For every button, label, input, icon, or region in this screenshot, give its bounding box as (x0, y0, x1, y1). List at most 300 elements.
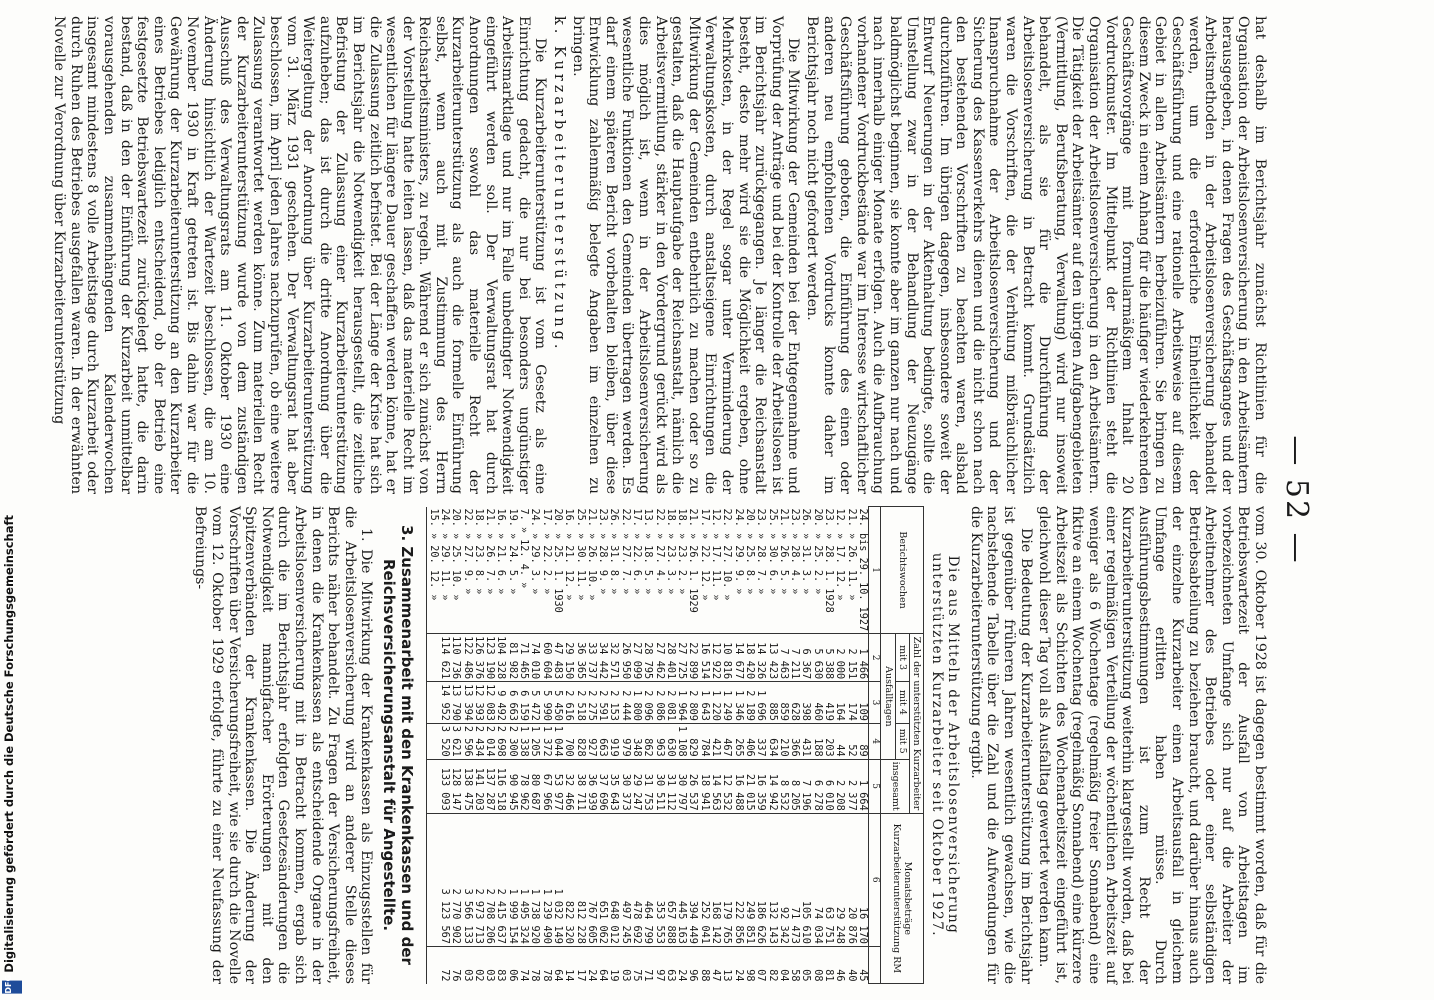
table-cell: 05 (800, 946, 811, 983)
table-cell: 252 041 (698, 813, 709, 946)
table-cell: 32 571 (608, 634, 619, 682)
table-cell: 1 249 (721, 682, 732, 724)
column-number: 1 (868, 507, 880, 634)
table-cell: 109 (857, 682, 869, 724)
table-cell: 105 610 (800, 813, 811, 946)
table-row (834, 507, 845, 984)
table-cell: 44 (834, 723, 845, 759)
table-cell: 700 (563, 723, 574, 759)
header-insgesamt: insgesamt (881, 759, 910, 813)
table-cell: 24. » 29. 9. » (732, 508, 744, 595)
header-monatsbetraege: Monatsbeträge Kurzarbeiterunterstützung RM (881, 813, 924, 983)
paragraph: vom 30. Oktober 1928 ist dagegen bestimmt worden, daß für die Betriebswartezeit der Ausfall von Arbeitstagen im vorbezeichneten Umfange sich nur auf die Arbeiter der Arbeitnehmer des Betriebes oder einer selbständigen Betriebsabteilung zu beziehen braucht, und darüber hinaus auch der einzelne Kurzarbeiter einen Arbeitsausfall in gleichem Umfange erlitten haben müsse. Durch Ausführungsbestimmungen ist zum Recht der Kurzarbeiterunterstützung weiterhin klargestellt worden, daß bei einer regelmäßigen Verteilung der wöchentlichen Arbeitszeit auf weniger als 6 Wochentage (regelmäßig freier Sonnabend) eine fiktive an einem Wochentag (regelmäßig Sonnabend) eine kürzere Arbeitszeit als Schichten des Wochenarbeitszeit eingeführt ist, gleichwohl dieser Tag voll als Ausfalltag gewertet werden kann. (1036, 506, 1268, 984)
table-cell: 2 444 (619, 682, 630, 724)
table-cell: 927 (586, 723, 597, 759)
table-row (506, 507, 517, 984)
table-cell: 71 465 (518, 634, 529, 682)
table-cell: 71 473 (789, 813, 800, 946)
header-berichtswochen: Berichtswochen (881, 507, 924, 634)
table-cell: 6 663 (506, 682, 517, 724)
table-cell: 13. » 18. 5. » (642, 508, 654, 595)
table-cell: 21 015 (744, 759, 755, 813)
table-cell: 628 (789, 682, 800, 724)
table-cell: 829 (687, 723, 698, 759)
header-mit-4: mit 4 (895, 682, 909, 724)
table-cell: 2 698 (495, 723, 506, 759)
table-cell: 30 797 (676, 759, 687, 813)
table-row (439, 507, 450, 984)
table-cell: 9 492 (495, 682, 506, 724)
table-cell: 2 014 (484, 723, 495, 759)
table-cell: 497 245 (619, 813, 630, 946)
table-cell: 76 (450, 946, 461, 983)
right-column (160, 506, 1268, 984)
table-cell: 2 434 (473, 723, 484, 759)
table-row (495, 507, 506, 984)
table-cell: 45 (857, 946, 869, 983)
table-cell: 3 621 (450, 723, 461, 759)
table-cell: 963 (653, 723, 664, 759)
table-row (631, 507, 642, 984)
table-cell: 16. » 21. 6. » (495, 508, 507, 595)
table-cell: 5 388 (823, 634, 834, 682)
table-row (744, 507, 755, 984)
table-cell: 12 532 (721, 759, 732, 813)
table-row (653, 507, 664, 984)
table-cell: 14 952 (439, 682, 450, 724)
table-cell: 13 394 (461, 682, 472, 724)
table-cell: 74 010 (529, 634, 540, 682)
table-cell: 24. » 29. 11. » (438, 508, 450, 601)
table-cell: 164 (834, 682, 845, 724)
table-cell: 21. » 26. 7. » (484, 508, 496, 595)
table-cell: 249 851 (744, 813, 755, 946)
table-cell: 12. » 17. 12. » (834, 508, 846, 601)
table-cell (427, 682, 439, 724)
table-cell: 885 (766, 682, 777, 724)
table-cell: 7 463 (778, 634, 789, 682)
table-cell: 38 711 (574, 759, 585, 813)
table-row (619, 507, 630, 984)
left-column (51, 16, 1268, 494)
table-cell: 7 196 (800, 759, 811, 813)
table-cell: 78 (540, 946, 551, 983)
table-cell: 17. » 22. 12. » (698, 508, 710, 601)
header-ausfalltagen: Ausfalltagen (881, 634, 895, 759)
table-cell: 18. » 23. 8. » (472, 508, 484, 595)
table-cell: 14 563 (710, 759, 721, 813)
table-cell: 35 643 (608, 759, 619, 813)
table-cell: 96 (687, 946, 698, 983)
table-cell: 64 (552, 946, 563, 983)
table-cell: 60 604 (540, 634, 551, 682)
table-row (766, 507, 777, 984)
table-cell: 18. » 23. 2. » (676, 508, 688, 595)
table-cell: 15. » 20. 12. » (427, 507, 439, 634)
table-cell: 2 300 (506, 723, 517, 759)
table-cell: 2 518 (574, 682, 585, 724)
table-cell: 2 086 (653, 682, 664, 724)
table-cell: 78 (529, 946, 540, 983)
table-cell: 2 973 713 (473, 813, 484, 946)
table-cell: 188 (811, 723, 822, 759)
table-cell: 97 (653, 946, 664, 983)
table-cell: 90 945 (506, 759, 517, 813)
table-cell: 5 990 (540, 682, 551, 724)
table-row (789, 507, 800, 984)
table-cell: 394 449 (687, 813, 698, 946)
table-cell: 58 (789, 946, 800, 983)
table-cell: 2 591 (597, 682, 608, 724)
table-row (755, 507, 766, 984)
page-number: — 52 — (1279, 435, 1314, 565)
table-cell: 467 (721, 723, 732, 759)
table-cell: 421 (710, 723, 721, 759)
table-cell (427, 723, 439, 759)
table-cell: 1 338 (518, 723, 529, 759)
table-cell: 1 738 920 (529, 813, 540, 946)
table-cell: 460 (811, 682, 822, 724)
table-cell: 398 (800, 682, 811, 724)
section-heading-3: 3. Zusammenarbeit mit den Krankenkassen und der Reichsversicherungsanstalt für Angestellte. (380, 525, 417, 965)
table-cell: 222 856 (732, 813, 743, 946)
table-cell: 20. » 25. 1. 1930 (551, 508, 563, 613)
table-cell: 53 977 (552, 759, 563, 813)
table-cell: 24. bis 29. 10. 1927 (856, 508, 868, 632)
table-cell: 203 (823, 723, 834, 759)
footer-note (2, 515, 22, 994)
column-number: 3 (868, 682, 880, 724)
table-cell: 27 099 (631, 634, 642, 682)
table-cell: 78 962 (518, 759, 529, 813)
table-cell: 74 (518, 946, 529, 983)
table-cell: 1 495 324 (518, 813, 529, 946)
table-cell: 31 753 (642, 759, 653, 813)
table-cell: 30 511 (653, 759, 664, 813)
table-cell: 46 (834, 946, 845, 983)
table-cell: 20. » 25. 8. » (743, 508, 755, 595)
column-number: 2 (868, 634, 880, 682)
table-cell (427, 946, 439, 983)
table-cell: 24. » 29. 3. » (529, 508, 541, 595)
table-cell: 133 093 (439, 759, 450, 813)
header-mit-3: mit 3 (895, 634, 909, 682)
table-cell: 13 423 (766, 634, 777, 682)
table-cell: 12 922 (710, 634, 721, 682)
table-cell: 3 123 567 (439, 813, 450, 946)
table-cell: 16 359 (755, 759, 766, 813)
table-cell: 210 (778, 723, 789, 759)
table-cell: 419 (823, 682, 834, 724)
table-cell: 33 737 (586, 634, 597, 682)
table-cell: 82 (766, 946, 777, 983)
table-cell: 6 278 (811, 759, 822, 813)
table-row (665, 507, 676, 984)
table-row (586, 507, 597, 984)
table-cell: 5 472 (529, 682, 540, 724)
table-cell: 18 420 (744, 634, 755, 682)
table-cell: 29 150 (563, 634, 574, 682)
table-cell: 34 442 (597, 634, 608, 682)
table-cell: 12. » 17. 11. » (710, 508, 722, 601)
table-cell: 29 247 (631, 759, 642, 813)
table-cell: 07 (755, 946, 766, 983)
table-row (687, 507, 698, 984)
table-cell: 26. » 31. 3. » (800, 508, 812, 595)
table-cell: 2 770 902 (450, 813, 461, 946)
table-cell: 2 809 (687, 682, 698, 724)
table-cell: 22 899 (687, 634, 698, 682)
paragraph: Die Kurzarbeiterunterstützung ist vom Gesetz als eine Einrichtung gedacht, die nur bei besonders ungünstiger Arbeitsmarktlage und nur im Falle unbedingter Notwendigkeit eingeführt werden soll. Der Verwaltungsrat hat durch Anordnungen sowohl das materielle Recht der Kurzarbeiterunterstützung als auch die formelle Einführung selbst, wenn auch mit Zustimmung des Herrn Reichsarbeitsministers, zu regeln. Während er sich zunächst von der Vorstellung hatte leiten lassen, daß das materielle Recht im wesentlichen für längere Dauer geschaffen werden könne, hat er die Zulassung zeitlich befristet. Bei der Länge der Krise hat sich im Berichtsjahr die Notwendigkeit herausgestellt, die zeitliche Befristung der Zulassung einer Kurzarbeiterunterstützung aufzuheben; das ist durch die dritte Anordnung über die Weitergeltung der Anordnung über Kurzarbeiterunterstützung vom 31. März 1931 geschehen. Der Verwaltungsrat hat aber beschlossen, im April jeden Jahres nachzuprüfen, ob eine weitere Zulassung verantwortet werden könne. Zum materiellen Recht der Kurzarbeiterunterstützung wurde von dem zuständigen Ausschuß des Verwaltungsrats am 11. Oktober 1930 eine Änderung hinsichtlich der Wartezeit beschlossen, die am 10. November 1930 in Kraft getreten ist. Bis dahin war für die Gewährung der Kurzarbeiterunterstützung an den Kurzarbeiter eines Betriebes lediglich entscheidend, ob der Betrieb eine festgesetzte Betriebswartezeit zurückgelegt hatte, die darin bestand, daß in den der Einführung der Kurzarbeit unmittelbar vorausgehenden zusammenhängenden Kalenderwochen insgesamt mindestens 8 volle Arbeitstage durch Kurzarbeit oder durch Ruhen des Betriebes ausgefallen waren. In der erwähnten Novelle zur Verordnung über Kurzarbeiterunterstützung (51, 16, 549, 494)
table-cell: 25. » 30. 6. » (766, 508, 778, 595)
table-cell: 20. » 25. 10. » (450, 508, 462, 601)
table-row (552, 507, 563, 984)
table-cell: 12 083 (484, 682, 495, 724)
table-cell: 123 190 (484, 634, 495, 682)
table-cell: 1 643 (698, 682, 709, 724)
table-row (540, 507, 551, 984)
table-cell: 32 466 (563, 759, 574, 813)
table-cell: 648 012 (608, 813, 619, 946)
table-cell: 478 692 (631, 813, 642, 946)
table-cell: 1 205 (529, 723, 540, 759)
table-cell: 22. » 27. 4. » (653, 508, 665, 595)
table-cell: 348 (631, 723, 642, 759)
table-row (518, 507, 529, 984)
table-cell: 7. » 12. 4. » (518, 508, 530, 589)
table-cell: 23. » 28. 1. 1928 (823, 508, 835, 613)
table-cell: 1 239 490 (540, 813, 551, 946)
table-cell: 28 401 (665, 634, 676, 682)
table-cell: 6 010 (823, 759, 834, 813)
table-cell: 83 (495, 946, 506, 983)
table-cell: 22. » 27. 10. » (721, 508, 733, 601)
table-cell: 2 596 (461, 723, 472, 759)
table-cell: 1 220 (710, 682, 721, 724)
header-mit-5: mit 5 (895, 723, 909, 759)
table-row (811, 507, 822, 984)
table-cell: 337 (755, 723, 766, 759)
table-cell: 784 (698, 723, 709, 759)
table-cell: 14 942 (766, 759, 777, 813)
column-number (868, 946, 880, 983)
table-cell: 27 462 (653, 634, 664, 682)
table-cell: 18. » 23. 3. » (664, 508, 676, 595)
table-row (473, 507, 484, 984)
table-cell: 1 466 (857, 634, 869, 682)
header-group: Zahl der unterstützten Kurzarbeiter (909, 634, 923, 814)
table-cell: 122 486 (461, 634, 472, 682)
table-cell: 02 (473, 946, 484, 983)
table-cell: 812 228 (574, 813, 585, 946)
table-row (574, 507, 585, 984)
table-cell: 98 (744, 946, 755, 983)
table-cell: 23. » 28. 9. » (597, 508, 609, 595)
table-row (778, 507, 789, 984)
dfg-logo: DFG (2, 981, 22, 994)
table-cell: 14 326 (755, 634, 766, 682)
table-row (676, 507, 687, 984)
table-cell: 10 816 (721, 634, 732, 682)
table-cell: 17. » 22. 2. » (540, 508, 552, 595)
table-cell: 92 342 (778, 813, 789, 946)
table-cell: 1 964 (676, 682, 687, 724)
table-cell: 29 248 (834, 813, 845, 946)
table-cell: 104 328 (495, 634, 506, 682)
table-cell: 7 211 (789, 634, 800, 682)
table-cell: 81 (823, 946, 834, 983)
table-cell: 17. » 22. 6. » (631, 508, 642, 595)
table-cell: 64 (597, 946, 608, 983)
table-cell: 179 765 (721, 813, 732, 946)
table-cell: 128 147 (450, 759, 461, 813)
table-cell: 03 (461, 946, 472, 983)
table-cell: 47 483 (552, 634, 563, 682)
column-number: 5 (868, 759, 880, 813)
table-cell: 16 488 (732, 759, 743, 813)
column-number: 4 (868, 723, 880, 759)
table-cell: 126 376 (473, 634, 484, 682)
table-cell: 8 532 (778, 759, 789, 813)
table-cell: 186 626 (755, 813, 766, 946)
table-cell: 20 876 (845, 813, 856, 946)
table-cell (427, 813, 439, 946)
table-cell: 1 108 (676, 723, 687, 759)
table-cell: 30 373 (619, 759, 630, 813)
table-cell: 168 142 (710, 813, 721, 946)
table-cell: 2 153 (608, 682, 619, 724)
table-cell: 26 950 (619, 634, 630, 682)
table-cell: 657 888 (665, 813, 676, 946)
table-cell: 31 112 (665, 759, 676, 813)
table-cell: 63 (665, 946, 676, 983)
table-row (710, 507, 721, 984)
table-cell: 1 696 (755, 682, 766, 724)
table-row (427, 507, 439, 984)
table-cell: 132 143 (766, 813, 777, 946)
table-cell: 21. » 26. 11. » (845, 508, 857, 601)
table-cell: 1 032 149 (552, 813, 563, 946)
table-cell: 24 (586, 946, 597, 983)
table-cell: 2 708 206 (484, 813, 495, 946)
table-cell: 75 (631, 946, 642, 983)
table-cell: 445 163 (676, 813, 687, 946)
table-cell: 26 537 (687, 759, 698, 813)
table-cell: 859 (778, 682, 789, 724)
table-cell: 8 205 (789, 759, 800, 813)
table-cell: 40 (845, 946, 856, 983)
paragraph: Die Mitwirkung der Gemeinden bei der Entgegennahme und Vorprüfung der Anträge und bei der Kontrolle der Arbeitslosen ist im Berichtsjahr zurückgegangen. Je länger die Reichsanstalt besteht, desto mehr wird sie die Möglichkeit ergeben, ohne Mehrkosten, in der Regel sogar unter Verminderung der Verwaltungskosten, durch anstaltseigene Einrichtungen die Mitwirkung der Gemeinden entbehrlich zu machen oder so zu gestalten, daß die Hauptaufgabe der Reichsanstalt, nämlich die Arbeitsvermittlung, stärker in den Vordergrund gerückt wird als dies möglich ist, wenn in der Arbeitslosenversicherung wesentliche Funktionen den Gemeinden übertragen werden. Es darf einem späteren Bericht vorbehalten bleiben, über diese Entwicklung zahlenmäßig belegte Angaben im einzelnen zu bringen. (569, 16, 802, 494)
table-cell: 37 696 (597, 759, 608, 813)
table-cell: 2 000 (834, 634, 845, 682)
table-cell: 141 203 (473, 759, 484, 813)
table-cell: 862 (642, 723, 653, 759)
table-row (845, 507, 856, 984)
table-row (732, 507, 743, 984)
footer-text: Digitalisierung gefördert durch die Deutsche Forschungsgemeinschaft (2, 515, 16, 973)
table-cell: 6 367 (800, 634, 811, 682)
table-cell (427, 634, 439, 682)
table-cell: 22. » 27. 9. » (461, 508, 473, 595)
table-cell: 1 372 (540, 723, 551, 759)
table-cell: 72 (439, 946, 450, 983)
table-cell: 19. » 24. 5. » (506, 508, 518, 595)
table-cell: 74 034 (811, 813, 822, 946)
table-row (529, 507, 540, 984)
table-cell: 27 725 (676, 634, 687, 682)
table-cell: 634 (766, 723, 777, 759)
table-cell: 110 736 (450, 634, 461, 682)
table-row (642, 507, 653, 984)
table-cell: 24 (676, 946, 687, 983)
table-cell: 138 475 (461, 759, 472, 813)
table-cell: 1 664 (857, 759, 869, 813)
table-cell: 174 (845, 682, 856, 724)
table-cell: 28 795 (642, 634, 653, 682)
table-cell (427, 759, 439, 813)
table-cell: 63 751 (823, 813, 834, 946)
table-cell: 2 377 (845, 759, 856, 813)
table-cell: 21. » 26. 5. » (777, 508, 789, 595)
table-cell: 67 966 (540, 759, 551, 813)
table-cell: 47 (710, 946, 721, 983)
table-cell: 5 450 (552, 682, 563, 724)
paragraph: hat deshalb im Berichtsjahr zunächst Richtlinien für die Organisation der Arbeitslosenversicherung in den Arbeitsämtern herausgegeben, in denen Fragen des Geschäftsganges und der Arbeitsmethoden in der Arbeitslosenversicherung behandelt werden, um die erforderliche Einheitlichkeit der Geschäftsführung und eine rationelle Arbeitsweise auf diesem Gebiet in allen Arbeitsämtern herbeizuführen. Sie bringen zu diesem Zweck in einem Anhang für die häufiger wiederkehrenden Geschäftsvorgänge mit formularmäßigem Inhalt 20 Vordruckmuster. Im Mittelpunkt der Richtlinien steht die Organisation der Arbeitslosenversicherung in den Arbeitsämtern. Die Tätigkeit der Arbeitsämter auf den übrigen Aufgabengebieten (Vermittlung, Berufsberatung, Verwaltung) wird nur insoweit behandelt, als sie für die Durchführung der Arbeitslosenversicherung in Betracht kommt. Grundsätzlich waren die Vorschriften, die der Verhütung mißbräuchlicher Inanspruchnahme der Arbeitslosenversicherung und der Sicherung des Kassenverkehrs dienen und die nicht schon nach den bestehenden Vorschriften zu beachten waren, alsbald durchzuführen. Im übrigen dagegen, insbesondere soweit der Entwurf Neuerungen in der Aktenhaltung bedingte, sollte die Umstellung zwar in der Behandlung der Neuzugänge baldmöglichst beginnen, sie konnte aber im ganzen nur nach und nach innerhalb einiger Monate erfolgen. Auch die Aufbrauchung vorhandener Vordruckbestände war im Interesse wirtschaftlicher Geschäftsführung geboten, die Einführung des einen oder anderen neu empfohlenen Vordrucks konnte daher im Berichtsjahr noch nicht gefordert werden. (803, 16, 1268, 494)
table-row (450, 507, 461, 984)
table-cell: 767 605 (586, 813, 597, 946)
column-number: 6 (868, 813, 880, 946)
table-cell: 353 553 (653, 813, 664, 946)
table-row (597, 507, 608, 984)
table-cell: 1 346 (732, 682, 743, 724)
table-cell: 23. » 28. 4. » (789, 508, 801, 595)
table-cell: 1 999 154 (506, 813, 517, 946)
table-cell: 22. » 27. 7. » (619, 508, 631, 595)
table-cell: 1 044 (552, 723, 563, 759)
table-cell: 366 (789, 723, 800, 759)
kurzarbeiter-table (426, 506, 924, 984)
table-cell: 89 (857, 723, 869, 759)
table-cell: 2 275 (586, 682, 597, 724)
table-row (823, 507, 834, 984)
table-cell: 630 (665, 723, 676, 759)
table-cell: 21. » 26. 1. 1929 (687, 508, 699, 613)
table-cell: 828 (574, 723, 585, 759)
table-cell: 137 287 (484, 759, 495, 813)
table-cell: 2 096 (642, 682, 653, 724)
table-title: Die aus Mitteln der Arbeitslosenversicherung unterstützten Kurzarbeiter seit Oktober 1927. (928, 552, 962, 938)
table-row (608, 507, 619, 984)
table-cell: 24 (732, 946, 743, 983)
table-cell: 13 (721, 946, 732, 983)
table-cell: 822 320 (563, 813, 574, 946)
table-cell: 406 (744, 723, 755, 759)
table-cell: 25. » 30. 11. » (574, 508, 586, 601)
table-cell: 114 621 (439, 634, 450, 682)
table-row (698, 507, 709, 984)
table-cell: 36 939 (586, 759, 597, 813)
table-cell: 80 687 (529, 759, 540, 813)
table-cell: 21. » 26. 10. » (585, 508, 597, 601)
table-cell: 13 790 (450, 682, 461, 724)
table-cell: 6 159 (518, 682, 529, 724)
table-cell: 3 520 (439, 723, 450, 759)
table-cell: 265 (732, 723, 743, 759)
table-cell: 464 799 (642, 813, 653, 946)
table-cell: 08 (811, 946, 822, 983)
paragraph: Die Bedeutung der Kurzarbeiterunterstützung im Berichtsjahr ist gegenüber früheren Jahren wesentlich gewachsen, wie die nachstehende Tabelle über die Zahl und die Aufwendungen für die Kurzarbeiterunterstützung ergibt. (967, 506, 1034, 984)
table-row (800, 507, 811, 984)
